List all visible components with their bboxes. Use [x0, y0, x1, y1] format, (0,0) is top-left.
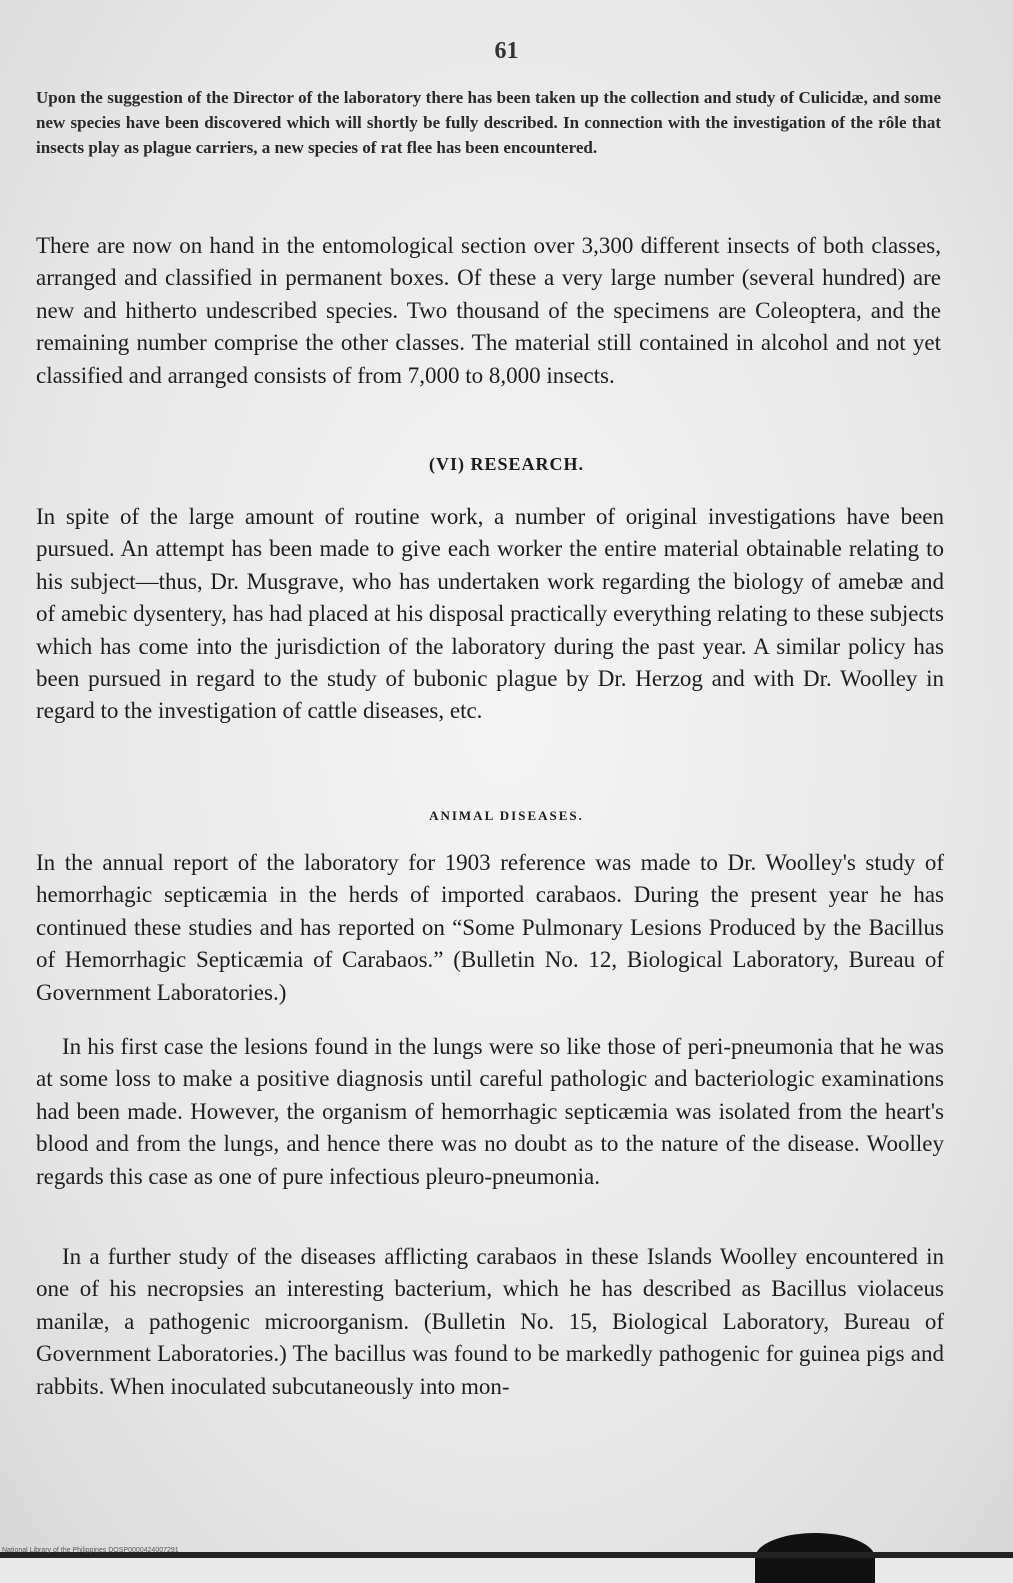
- paragraph-research: In spite of the large amount of routine work, a number of original investigations have been pursued. An attempt has been made to give each worker the entire material obtainable relating to his subject—thus, Dr. Musgrave, who has undertaken work regarding the biology of amebæ and of amebic dysentery, has had placed at his disposal practically everything relating to these subjects which has come into the jurisdiction of the laboratory during the past year. A similar policy has been pursued in regard to the study of bubonic plague by Dr. Herzog and with Dr. Woolley in regard to the investigation of cattle diseases, etc.: [36, 504, 944, 724]
- section-heading-research: (VI) RESEARCH.: [428, 454, 584, 474]
- paragraph-septicaemia: In the annual report of the laboratory for 1903 reference was made to Dr. Woolley's study of hemorrhagic septicæmia in the herds of imported carabaos. During the present year he has continued these studies and has reported on “Some Pulmonary Lesions Produced by the Bacillus of Hemorrhagic Septicæmia of Carabaos.” (Bulletin No. 12, Biological Laboratory, Bureau of Government Laboratories.): [36, 850, 944, 1005]
- scan-shadow: [755, 1533, 875, 1583]
- paragraph-entomology-holdings: There are now on hand in the entomological section over 3,300 different insects of both classes, arranged and classified in permanent boxes. Of these a very large number (several hundred) are new and hitherto undescribed species. Two thousand of the specimens are Coleoptera, and the remaining number comprise the other classes. The material still contained in alcohol and not yet classified and arranged consists of from 7,000 to 8,000 insects.: [36, 233, 941, 388]
- paragraph-entomology-collection: Upon the suggestion of the Director of the laboratory there has been taken up the collection and study of Culicidæ, and some new species have been discovered which will shortly be fully described. In connection with the investigation of the rôle that insects play as plague carriers, a new species of rat flee has been encountered.: [36, 88, 941, 157]
- page-number: 61: [494, 38, 519, 64]
- paragraph-bacillus: In a further study of the diseases afflicting carabaos in these Islands Woolley encountered in one of his necropsies an interesting bacterium, which he has described as Bacillus violaceus manilæ, a pathogenic microorganism. (Bulletin No. 15, Biological Laboratory, Bureau of Government Laboratories.) The bacillus was found to be markedly pathogenic for guinea pigs and rabbits. When inoculated subcutaneously into mon-: [36, 1244, 944, 1399]
- paragraph-first-case: In his first case the lesions found in the lungs were so like those of peri-pneumonia that he was at some loss to make a positive diagnosis until careful pathologic and bacteriologic examinations had been made. However, the organism of hemorrhagic septicæmia was isolated from the heart's blood and from the lungs, and hence there was no doubt as to the nature of the disease. Woolley regards this case as one of pure infectious pleuro-pneumonia.: [36, 1034, 944, 1189]
- footer-label: National Library of the Philippines DOSP0000424007291: [2, 1547, 179, 1554]
- subheading-animal-diseases: ANIMAL DISEASES.: [429, 808, 584, 823]
